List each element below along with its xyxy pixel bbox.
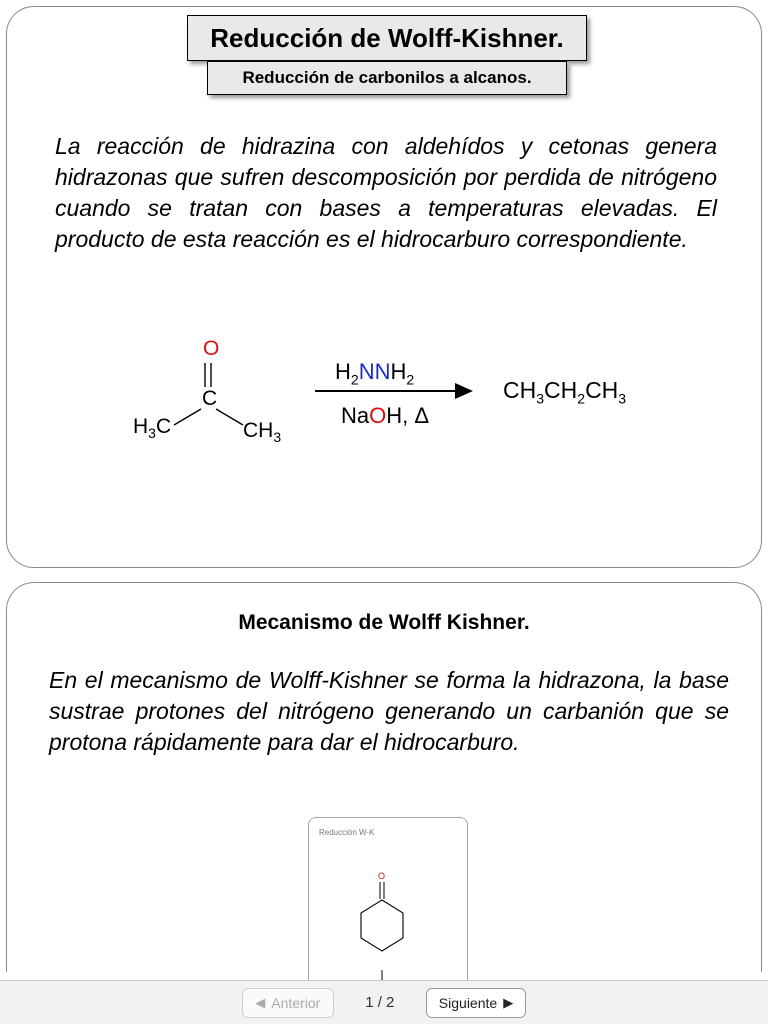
slide-2 bbox=[6, 582, 762, 972]
chevron-left-icon: ◀ bbox=[255, 995, 266, 1010]
thumbnail-oxygen: O bbox=[378, 871, 386, 881]
mechanism-title: Mecanismo de Wolff Kishner. bbox=[238, 611, 530, 634]
previous-page-label: Anterior bbox=[271, 994, 321, 1011]
slide-title: Reducción de Wolff-Kishner. bbox=[187, 15, 587, 61]
slide-1 bbox=[6, 6, 762, 568]
intro-paragraph: La reacción de hidrazina con aldehídos y cetonas genera hidrazonas que sufren descomposición por perdida de nitrógeno cuando se tratan con bases a temperaturas elevadas. El producto de esta reacción es el hidrocarburo correspondiente. bbox=[55, 133, 717, 252]
bond-left-methyl bbox=[174, 409, 201, 425]
carbonyl-oxygen: O bbox=[203, 337, 220, 360]
chevron-right-icon: ▶ bbox=[503, 995, 514, 1010]
reaction-arrow-head bbox=[455, 383, 473, 399]
thumbnail-label: Reducción W-K bbox=[319, 828, 375, 837]
methyl-right: $CH_3$ bbox=[243, 419, 282, 446]
reagent-hydrazine: $H_2NNH_2$ bbox=[335, 359, 415, 388]
page-navigation-footer bbox=[0, 980, 768, 1024]
next-page-label: Siguiente bbox=[438, 994, 498, 1011]
reagent-base: NaOH, Δ bbox=[341, 403, 430, 428]
page-indicator: 1 / 2 bbox=[365, 994, 395, 1011]
bond-right-methyl bbox=[216, 409, 243, 425]
reaction-bonds bbox=[7, 7, 763, 567]
previous-page-button[interactable] bbox=[242, 988, 334, 1018]
slide-subtitle: Reducción de carbonilos a alcanos. bbox=[207, 61, 567, 95]
next-page-button[interactable] bbox=[426, 988, 526, 1018]
methyl-left: $H_3C$ bbox=[133, 415, 172, 442]
carbonyl-carbon: C bbox=[202, 387, 218, 410]
product-propane: $CH_3CH_2CH_3$ bbox=[503, 377, 627, 407]
mechanism-paragraph: En el mecanismo de Wolff-Kishner se forma la hidrazona, la base sustrae protones del nitrógeno generando un carbanión que se protona rápidamente para dar el hidrocarburo. bbox=[49, 667, 729, 755]
